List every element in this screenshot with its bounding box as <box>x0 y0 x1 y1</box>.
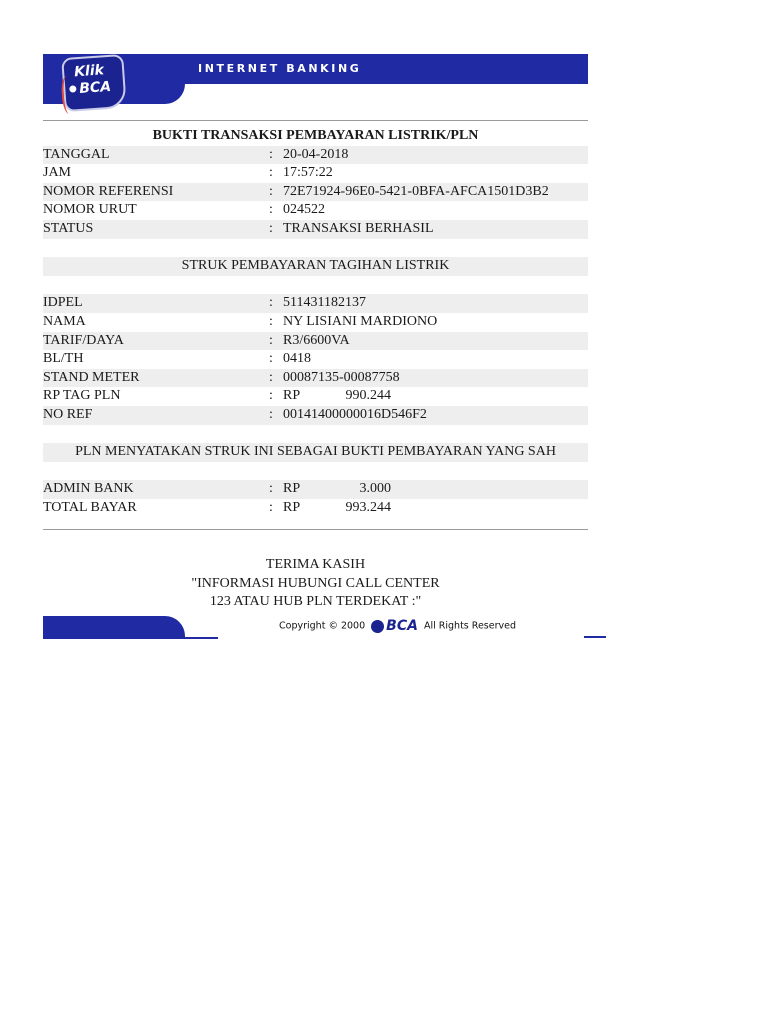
detail-separator: : <box>269 202 273 218</box>
detail-separator: : <box>269 406 273 422</box>
detail-separator: : <box>269 388 273 404</box>
footer-bar-fill <box>43 616 185 638</box>
detail-value: 00141400000016D546F2 <box>283 406 427 422</box>
detail-row <box>43 164 588 183</box>
detail-label: IDPEL <box>43 295 83 311</box>
detail-separator: : <box>269 183 273 199</box>
payment-totals <box>43 480 588 517</box>
detail-label: NO REF <box>43 406 93 422</box>
receipt <box>43 127 588 517</box>
detail-row <box>43 332 588 351</box>
detail-label: NOMOR URUT <box>43 202 137 218</box>
detail-separator: : <box>269 369 273 385</box>
detail-row <box>43 294 588 313</box>
detail-row <box>43 406 588 425</box>
transaction-details <box>43 146 588 239</box>
detail-row <box>43 387 588 406</box>
bca-mark-icon <box>69 85 76 92</box>
detail-currency: RP <box>283 388 301 404</box>
info-line-1: "INFORMASI HUBUNGI CALL CENTER <box>191 575 440 591</box>
detail-row <box>43 201 588 220</box>
detail-separator: : <box>269 165 273 181</box>
header-banner <box>43 54 588 104</box>
detail-separator: : <box>269 481 273 497</box>
detail-row <box>43 499 588 518</box>
detail-value: 17:57:22 <box>283 165 333 181</box>
detail-value: TRANSAKSI BERHASIL <box>283 220 434 236</box>
footer-bar-line <box>43 637 218 639</box>
detail-label: NOMOR REFERENSI <box>43 183 174 199</box>
detail-separator: : <box>269 146 273 162</box>
bca-logo <box>371 618 418 634</box>
detail-currency: RP <box>283 499 301 515</box>
detail-value: 024522 <box>283 202 325 218</box>
detail-value: 511431182137 <box>283 295 366 311</box>
section-title: STRUK PEMBAYARAN TAGIHAN LISTRIK <box>43 257 588 276</box>
detail-row <box>43 350 588 369</box>
detail-label: ADMIN BANK <box>43 481 134 497</box>
detail-row <box>43 369 588 388</box>
detail-amount: 993.244 <box>345 499 391 515</box>
detail-label: STAND METER <box>43 369 140 385</box>
detail-label: TOTAL BAYAR <box>43 499 137 515</box>
detail-separator: : <box>269 351 273 367</box>
detail-label: BL/TH <box>43 351 84 367</box>
detail-separator: : <box>269 499 273 515</box>
logo-bca-text: BCA <box>78 78 112 98</box>
top-divider <box>43 120 588 121</box>
footer-message <box>43 556 588 612</box>
detail-label: RP TAG PLN <box>43 388 121 404</box>
detail-label: TARIF/DAYA <box>43 332 124 348</box>
detail-row <box>43 313 588 332</box>
logo-klik-text: Klik <box>73 62 105 81</box>
detail-label: TANGGAL <box>43 146 110 162</box>
detail-currency: RP <box>283 481 301 497</box>
copyright-suffix: All Rights Reserved <box>423 620 516 632</box>
bca-logo-text: BCA <box>386 618 418 634</box>
detail-row <box>43 183 588 202</box>
bca-emblem-icon <box>371 620 384 633</box>
detail-amount: 990.244 <box>345 388 391 404</box>
bottom-divider <box>43 529 588 530</box>
bill-details <box>43 294 588 424</box>
detail-value: R3/6600VA <box>283 332 350 348</box>
detail-separator: : <box>269 332 273 348</box>
detail-row <box>43 220 588 239</box>
copyright <box>279 618 516 634</box>
detail-amount: 3.000 <box>359 481 391 497</box>
detail-row <box>43 146 588 165</box>
detail-value: 00087135-00087758 <box>283 369 400 385</box>
detail-label: NAMA <box>43 313 86 329</box>
klikbca-logo <box>61 54 127 112</box>
detail-label: STATUS <box>43 220 94 236</box>
detail-separator: : <box>269 313 273 329</box>
detail-value: NY LISIANI MARDIONO <box>283 313 438 329</box>
copyright-prefix: Copyright © 2000 <box>279 620 366 632</box>
logo-swoosh <box>60 75 75 114</box>
detail-value: 20-04-2018 <box>283 146 349 162</box>
footer-right-line <box>584 636 606 638</box>
detail-value: 0418 <box>283 351 311 367</box>
detail-separator: : <box>269 220 273 236</box>
banner-title: INTERNET BANKING <box>198 62 362 75</box>
receipt-title: BUKTI TRANSAKSI PEMBAYARAN LISTRIK/PLN <box>152 128 479 143</box>
detail-label: JAM <box>43 165 72 181</box>
detail-separator: : <box>269 295 273 311</box>
detail-value: 72E71924-96E0-5421-0BFA-AFCA1501D3B2 <box>283 183 549 199</box>
thanks-text: TERIMA KASIH <box>265 557 366 572</box>
validity-statement: PLN MENYATAKAN STRUK INI SEBAGAI BUKTI PEMBAYARAN YANG SAH <box>43 443 588 462</box>
footer-bar <box>43 616 218 639</box>
info-line-2: 123 ATAU HUB PLN TERDEKAT :" <box>209 594 422 610</box>
detail-row <box>43 480 588 499</box>
